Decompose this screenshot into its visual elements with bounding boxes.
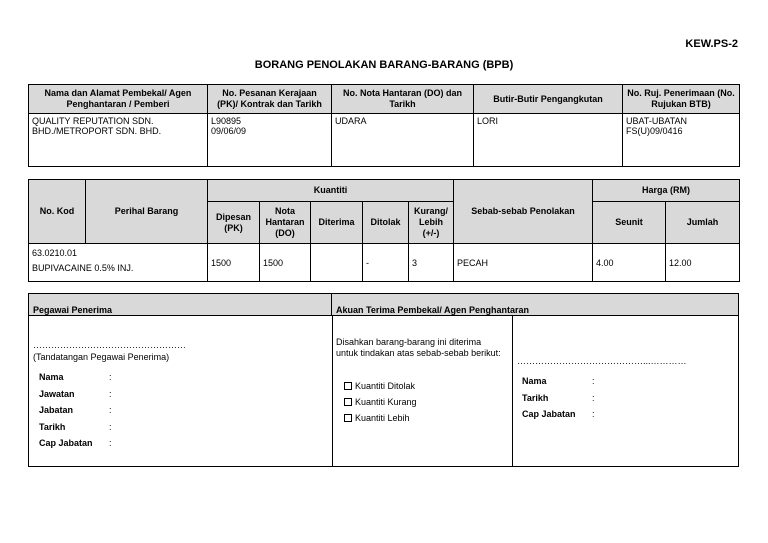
acknowledgement-box: [28, 293, 739, 467]
header-diterima: Diterima: [311, 202, 363, 244]
header-ditolak: Ditolak: [363, 202, 409, 244]
header-kod: No. Kod: [29, 180, 86, 244]
supplier-table: [28, 84, 740, 167]
header-jumlah: Jumlah: [666, 202, 740, 244]
checkbox-icon[interactable]: [344, 382, 352, 390]
ack-heading: Akuan Terima Pembekal/ Agen Penghantaran: [336, 305, 530, 315]
officer-heading-cell: [29, 294, 332, 316]
header-nota: Nota Hantaran (DO): [260, 202, 311, 244]
checkbox-icon[interactable]: [344, 414, 352, 422]
header-do: No. Nota Hantaran (DO) dan Tarikh: [332, 85, 474, 114]
dipesan-cell: 1500: [208, 244, 260, 282]
sebab-cell: PECAH: [454, 244, 593, 282]
ack-field-nama: Nama :: [522, 376, 595, 386]
ack-options: [344, 378, 417, 426]
option-kuantiti-kurang[interactable]: Kuantiti Kurang: [344, 394, 417, 410]
form-title: BORANG PENOLAKAN BARANG-BARANG (BPB): [254, 59, 514, 71]
header-perihal: Perihal Barang: [86, 180, 208, 244]
ack-text: Disahkan barang-barang ini diterima untuk tindakan atas sebab-sebab berikut:: [336, 337, 501, 358]
ref-cell: UBAT-UBATAN FS(U)09/0416: [623, 114, 740, 167]
seunit-cell: 4.00: [593, 244, 666, 282]
officer-field-jabatan: Jabatan :: [39, 405, 112, 415]
officer-fields: [39, 369, 112, 452]
supplier-cell: QUALITY REPUTATION SDN. BHD./METROPORT SDN. BHD.: [29, 114, 208, 167]
header-ref: No. Ruj. Penerimaan (No. Rujukan BTB): [623, 85, 740, 114]
item-cell: 63.0210.01 BUPIVACAINE 0.5% INJ.: [29, 244, 208, 282]
jumlah-cell: 12.00: [666, 244, 740, 282]
officer-signature-line: ……………………………………………: [33, 340, 186, 350]
do-cell: UDARA: [332, 114, 474, 167]
ack-field-tarikh: Tarikh :: [522, 392, 595, 403]
diterima-cell: [311, 244, 363, 282]
option-kuantiti-lebih[interactable]: Kuantiti Lebih: [344, 410, 417, 426]
table-row: [29, 244, 740, 282]
nota-cell: 1500: [260, 244, 311, 282]
officer-field-cap: Cap Jabatan :: [39, 438, 112, 448]
officer-signature-label: (Tandatangan Pegawai Penerima): [33, 352, 170, 362]
divider: [512, 316, 513, 466]
transport-cell: LORI: [474, 114, 623, 167]
officer-heading: Pegawai Penerima: [33, 305, 113, 315]
header-seunit: Seunit: [593, 202, 666, 244]
header-kurang: Kurang/ Lebih (+/-): [409, 202, 454, 244]
header-supplier: Nama dan Alamat Pembekal/ Agen Penghantaran / Pemberi: [29, 85, 208, 114]
items-table: [28, 179, 740, 282]
ack-heading-cell: [332, 294, 738, 316]
pk-cell: L90895 09/06/09: [208, 114, 332, 167]
officer-field-tarikh: Tarikh :: [39, 421, 112, 432]
header-kuantiti: Kuantiti: [208, 180, 454, 202]
header-dipesan: Dipesan (PK): [208, 202, 260, 244]
kurang-cell: 3: [409, 244, 454, 282]
divider: [332, 316, 333, 466]
officer-field-nama: Nama :: [39, 372, 112, 382]
header-transport: Butir-Butir Pengangkutan: [474, 85, 623, 114]
ack-signature-line: ……………………………………...…………: [517, 356, 687, 366]
ack-fields: [522, 373, 595, 423]
checkbox-icon[interactable]: [344, 398, 352, 406]
header-sebab: Sebab-sebab Penolakan: [454, 180, 593, 244]
header-harga: Harga (RM): [593, 180, 740, 202]
officer-field-jawatan: Jawatan :: [39, 388, 112, 399]
header-pk: No. Pesanan Kerajaan (PK)/ Kontrak dan Tarikh: [208, 85, 332, 114]
form-code: KEW.PS-2: [685, 38, 738, 50]
option-kuantiti-ditolak[interactable]: Kuantiti Ditolak: [344, 378, 417, 394]
ack-field-cap: Cap Jabatan :: [522, 409, 595, 419]
divider: [28, 179, 739, 180]
ditolak-cell: -: [363, 244, 409, 282]
